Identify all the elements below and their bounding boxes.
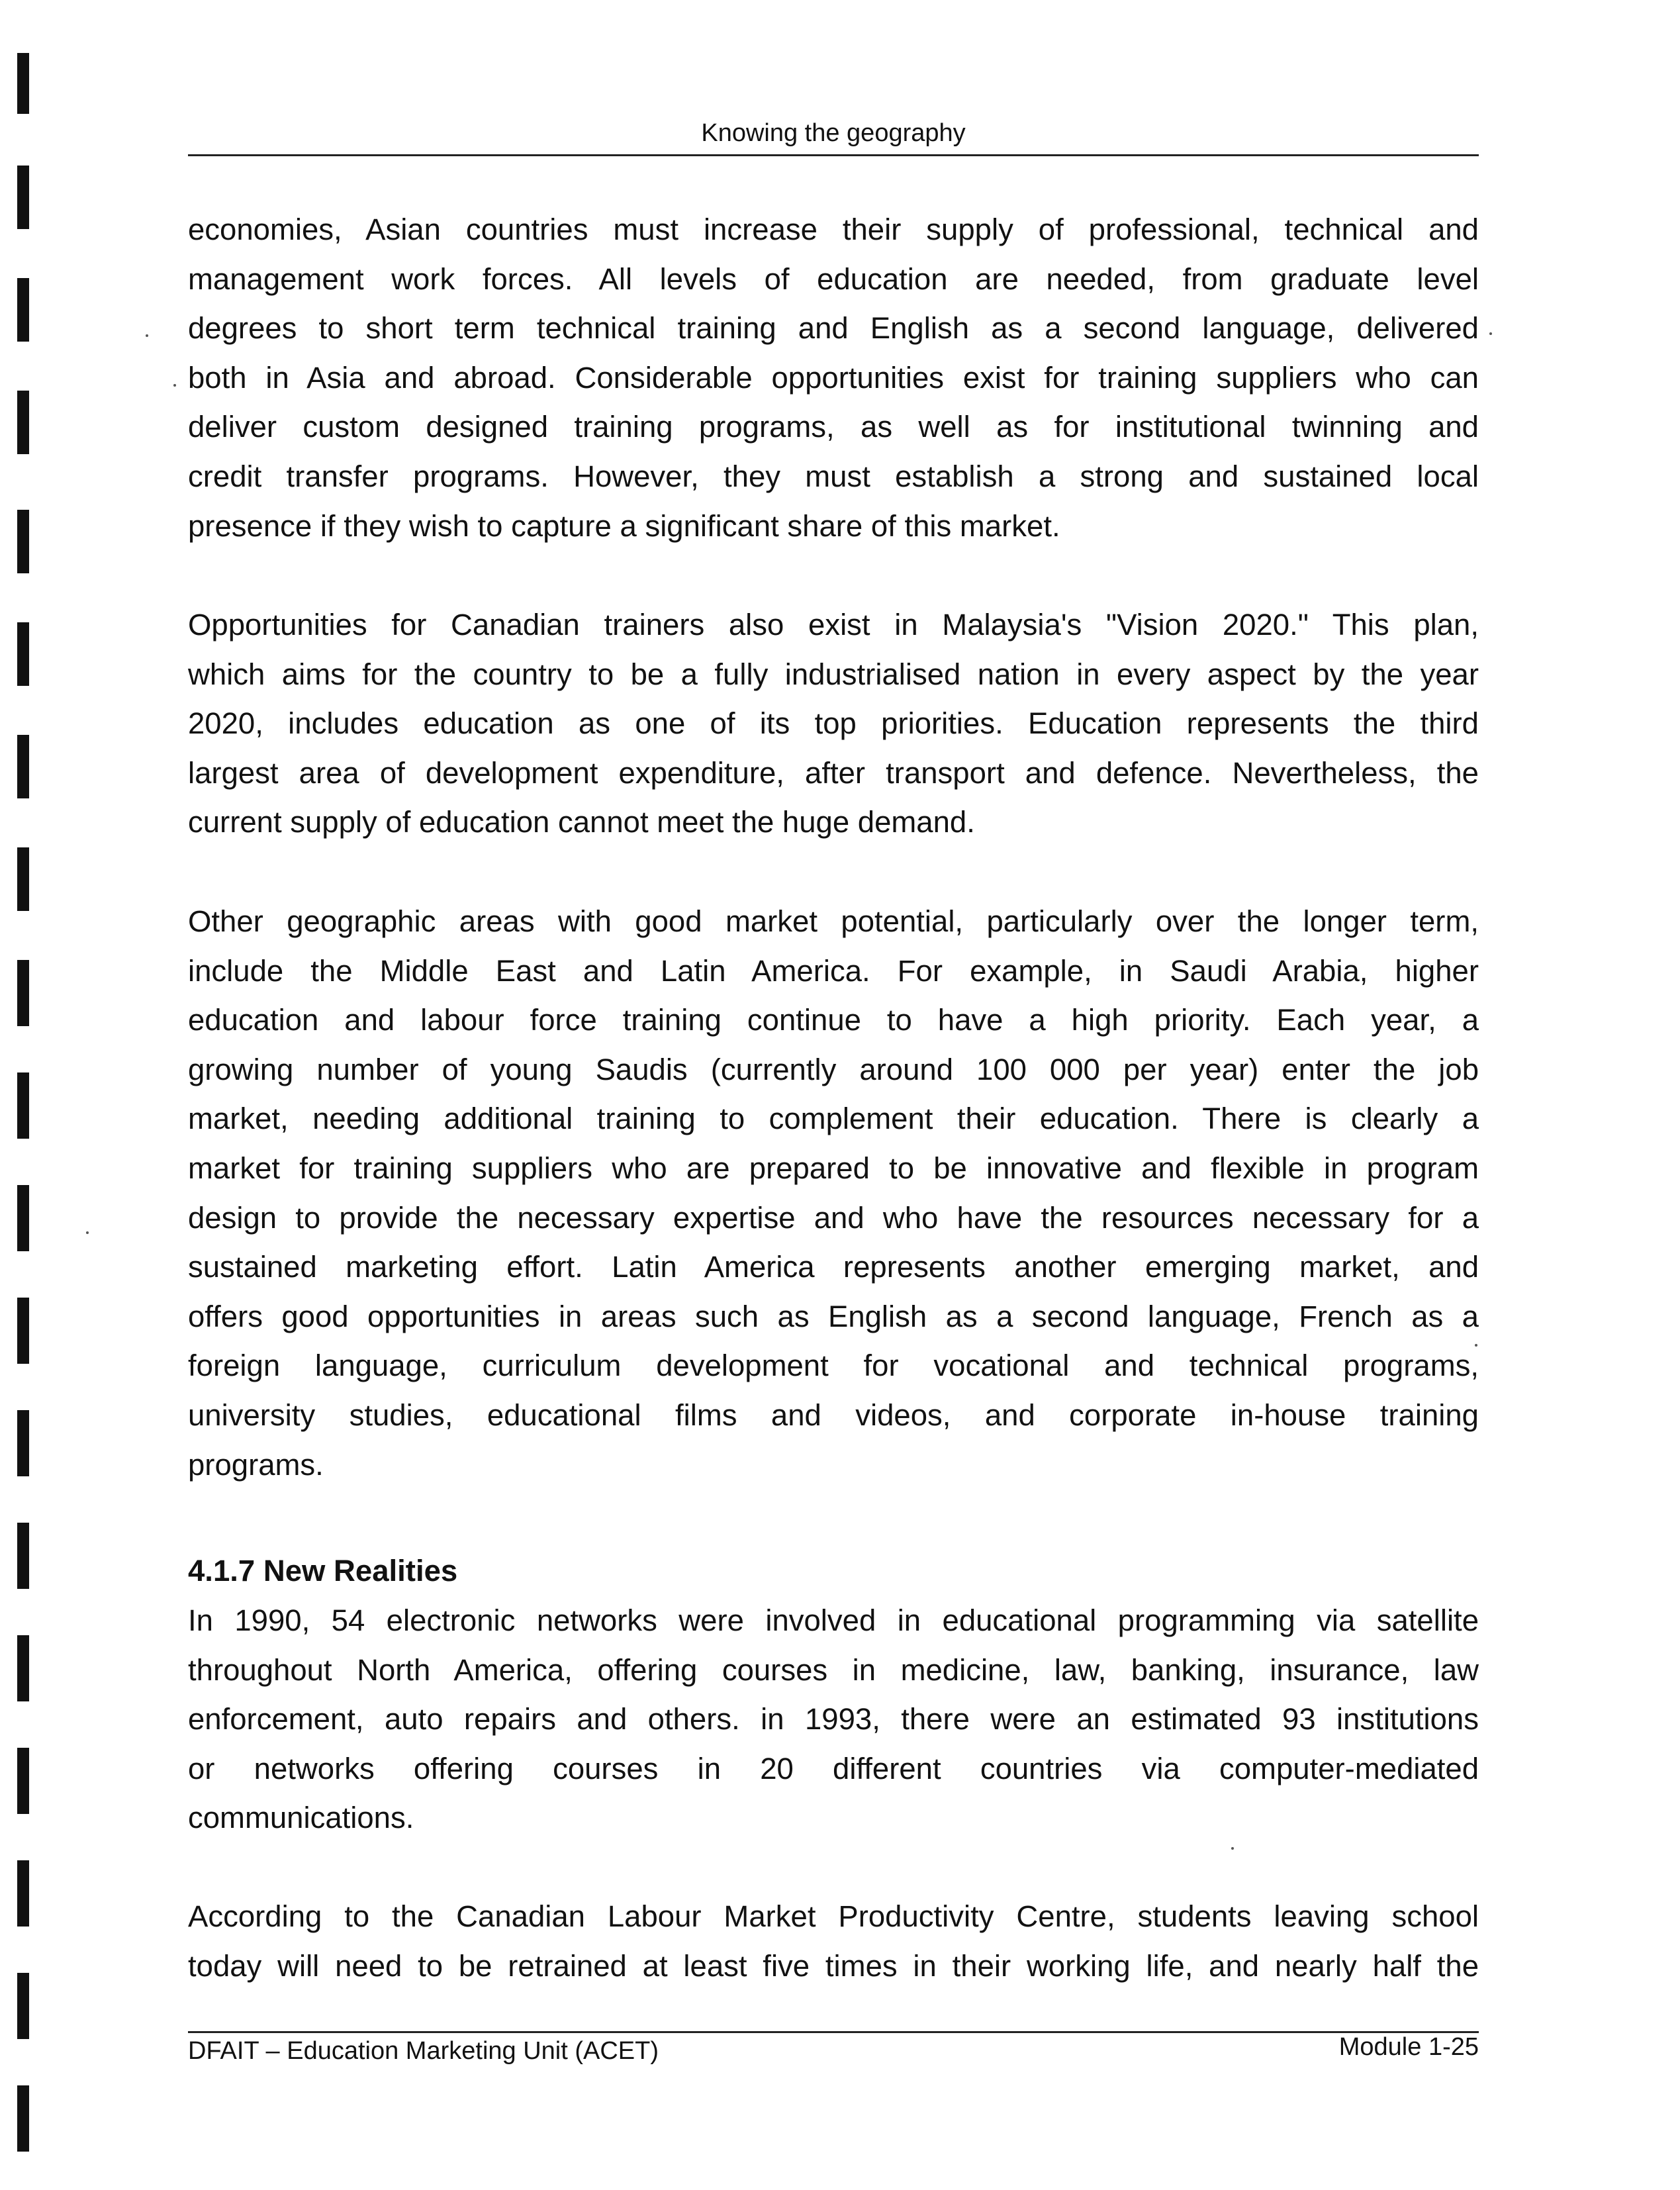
paragraph-asia-education [188, 205, 1479, 551]
binding-mark [17, 1523, 29, 1589]
binding-mark [17, 960, 29, 1026]
text-line: presence if they wish to capture a significant share of this market. [188, 508, 1060, 543]
text-line: enforcement, auto repairs and others. in 1993, there were an estimated 93 institutions [188, 1702, 1479, 1737]
binding-mark [17, 2085, 29, 2152]
text-line: university studies, educational films and videos, and corporate in-house training [188, 1398, 1479, 1432]
text-line: which aims for the country to be a fully industrialised nation in every aspect by the year [188, 657, 1479, 691]
binding-mark [17, 166, 29, 229]
text-line: include the Middle East and Latin America. For example, in Saudi Arabia, higher [188, 953, 1479, 988]
text-line: offers good opportunities in areas such as English as a second language, French as a [188, 1299, 1479, 1333]
footer-page-number: Module 1-25 [1338, 2033, 1479, 2061]
binding-mark [17, 622, 29, 686]
paragraph-malaysia-vision-2020 [188, 600, 1479, 847]
text-line: growing number of young Saudis (currently around 100 000 per year) enter the job [188, 1052, 1479, 1086]
scan-speck [146, 334, 148, 337]
footer-rule [188, 2031, 1479, 2033]
text-line: 2020, includes education as one of its top priorities. Education represents the third [188, 706, 1479, 741]
text-line: foreign language, curriculum development for vocational and technical programs, [188, 1349, 1479, 1383]
text-line: programs. [188, 1447, 324, 1482]
text-line: sustained marketing effort. Latin America represents another emerging market, and [188, 1250, 1479, 1284]
text-line: throughout North America, offering courses in medicine, law, banking, insurance, law [188, 1652, 1479, 1687]
binding-mark [17, 1185, 29, 1251]
binding-mark [17, 510, 29, 573]
binding-mark [17, 1860, 29, 1927]
binding-mark [17, 1973, 29, 2039]
text-line: deliver custom designed training programs, as well as for institutional twinning and [188, 410, 1479, 444]
text-line: degrees to short term technical training and English as a second language, delivered [188, 311, 1479, 346]
text-line: Opportunities for Canadian trainers also exist in Malaysia's "Vision 2020." This plan, [188, 608, 1479, 642]
scan-speck [173, 384, 176, 387]
binding-mark [17, 1748, 29, 1814]
text-line: education and labour force training continue to have a high priority. Each year, a [188, 1003, 1479, 1037]
text-line: current supply of education cannot meet the huge demand. [188, 805, 975, 839]
text-line: today will need to be retrained at least five times in their working life, and nearly half the [188, 1948, 1479, 1983]
text-line: Other geographic areas with good market potential, particularly over the longer term, [188, 904, 1479, 938]
binding-mark [17, 391, 29, 454]
text-line: credit transfer programs. However, they must establish a strong and sustained local [188, 459, 1479, 493]
binding-mark [17, 1635, 29, 1701]
text-line: both in Asia and abroad. Considerable opportunities exist for training suppliers who can [188, 360, 1479, 395]
binding-mark [17, 1410, 29, 1476]
text-line: market for training suppliers who are prepared to be innovative and flexible in program [188, 1151, 1479, 1185]
binding-mark [17, 1072, 29, 1139]
scan-speck [1489, 332, 1492, 335]
footer-publisher: DFAIT – Education Marketing Unit (ACET) [188, 2037, 659, 2065]
text-line: According to the Canadian Labour Market Productivity Centre, students leaving school [188, 1899, 1479, 1933]
text-line: or networks offering courses in 20 different countries via computer-mediated [188, 1751, 1479, 1785]
scan-speck [86, 1231, 89, 1234]
text-line: communications. [188, 1801, 414, 1835]
text-line: largest area of development expenditure, after transport and defence. Nevertheless, the [188, 755, 1479, 790]
binding-mark [17, 278, 29, 342]
text-line: market, needing additional training to complement their education. There is clearly a [188, 1102, 1479, 1136]
text-line: In 1990, 54 electronic networks were involved in educational programming via satellite [188, 1603, 1479, 1637]
binding-mark [17, 1298, 29, 1364]
text-line: management work forces. All levels of education are needed, from graduate level [188, 262, 1479, 296]
running-header: Knowing the geography [701, 119, 966, 147]
scan-speck [1231, 1847, 1234, 1850]
text-line: design to provide the necessary expertise and who have the resources necessary for a [188, 1200, 1479, 1235]
paragraph-new-realities [188, 1596, 1479, 1843]
header-rule [188, 154, 1479, 156]
binding-mark [17, 53, 29, 114]
binding-mark [17, 735, 29, 798]
binding-mark [17, 847, 29, 911]
paragraph-other-geographic-areas [188, 897, 1479, 1490]
paragraph-retraining [188, 1892, 1479, 1991]
text-line: economies, Asian countries must increase their supply of professional, technical and [188, 213, 1479, 246]
section-heading: 4.1.7 New Realities [188, 1554, 458, 1588]
